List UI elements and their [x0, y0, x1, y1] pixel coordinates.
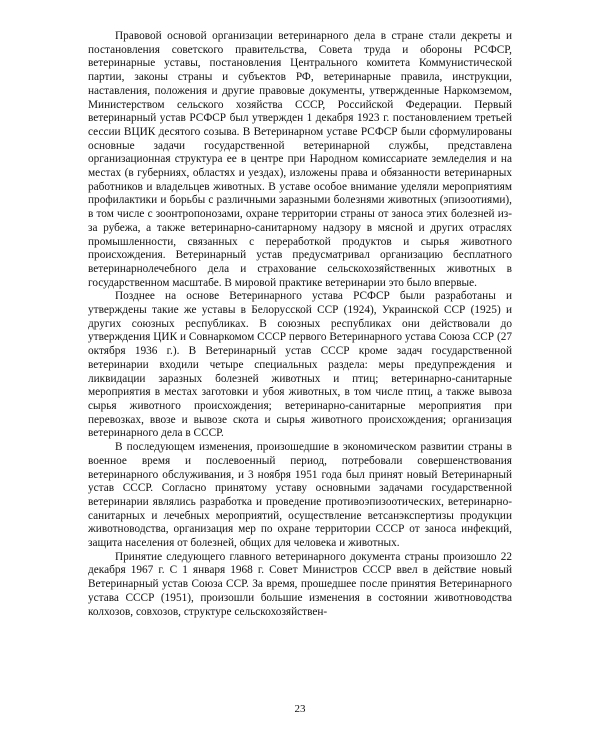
paragraph-4: Принятие следующего главного ветеринарного документа страны произошло 22 декабря 1967 г. С 1 января 1968 г. Совет Министров СССР ввел в действие новый Ветеринарный устав Союза ССР. За время, прошедшее после принятия Ветеринарного устава СССР (1951), произошли большие изменения в состоянии животноводства колхозов, совхозов, структуре сельскохозяйствен-	[88, 550, 512, 618]
page-number: 23	[294, 703, 306, 715]
paragraph-2: Позднее на основе Ветеринарного устава РСФСР были разработаны и утверждены такие же уставы в Белорусской ССР (1924), Украинской ССР (1925) и других союзных республиках. В союзных республиках они действовали до утверждения ЦИК и Совнаркомом СССР первого Ветеринарного устава Союза ССР (27 октября 1936 г.). В Ветеринарный устав СССР кроме задач государственной ветеринарии входили четыре специальных раздела: меры предупреждения и ликвидации заразных болезней животных и птиц; ветеринарно-санитарные мероприятия в местах заготовки и убоя животных, в том числе птиц, а также вывоза сырья животного происхождения; ветеринарно-санитарные мероприятия при перевозках, ввозе и вывозе скота и сырья животного происхождения; организация ветеринарного дела в СССР.	[88, 290, 512, 440]
paragraph-1: Правовой основой организации ветеринарного дела в стране стали декреты и постановления советского правительства, Совета труда и обороны РСФСР, ветеринарные уставы, постановления Центрального комитета Коммунистической партии, законы страны и субъектов РФ, ветеринарные правила, инструкции, наставления, положения и другие правовые документы, утвержденные Наркомземом, Министерством сельского хозяйства СССР, Российской Федерации. Первый ветеринарный устав РСФСР был утвержден 1 декабря 1923 г. постановлением третьей сессии ВЦИК десятого созыва. В Ветеринарном уставе РСФСР были сформулированы основные задачи государственной ветеринарной службы, представлена организационная структура ее в центре при Народном комиссариате земледелия и на местах (в губерниях, областях и уездах), изложены права и обязанности ветеринарных работников и владельцев животных. В уставе особое внимание уделяли мероприятиям профилактики и борьбы с различными заразными болезнями животных (эпизоотиями), в том числе с зоонтропонозами, охране территории страны от заноса этих болезней из-за рубежа, а также ветеринарно-санитарному надзору в мясной и других отраслях промышленности, связанных с переработкой продуктов и сырья животного происхождения. Ветеринарный устав предусматривал организацию бесплатного ветеринарнолечебного дела и страхование сельскохозяйственных животных в государственном масштабе. В мировой практике ветеринарии это было впервые.	[88, 30, 512, 289]
paragraph-3: В последующем изменения, произошедшие в экономическом развитии страны в военное время и послевоенный период, потребовали совершенствования ветеринарного обслуживания, и 3 ноября 1951 года был принят новый Ветеринарный устав СССР. Согласно принятому уставу основными задачами государственной ветеринарии являлись разработка и проведение противоэпизоотических, ветеринарно-санитарных и лечебных мероприятий, осуществление ветсанэкспертизы продукции животноводства, организация мер по охране территории СССР от заноса инфекций, защита населения от болезней, общих для человека и животных.	[88, 441, 512, 550]
body-text	[88, 30, 512, 619]
